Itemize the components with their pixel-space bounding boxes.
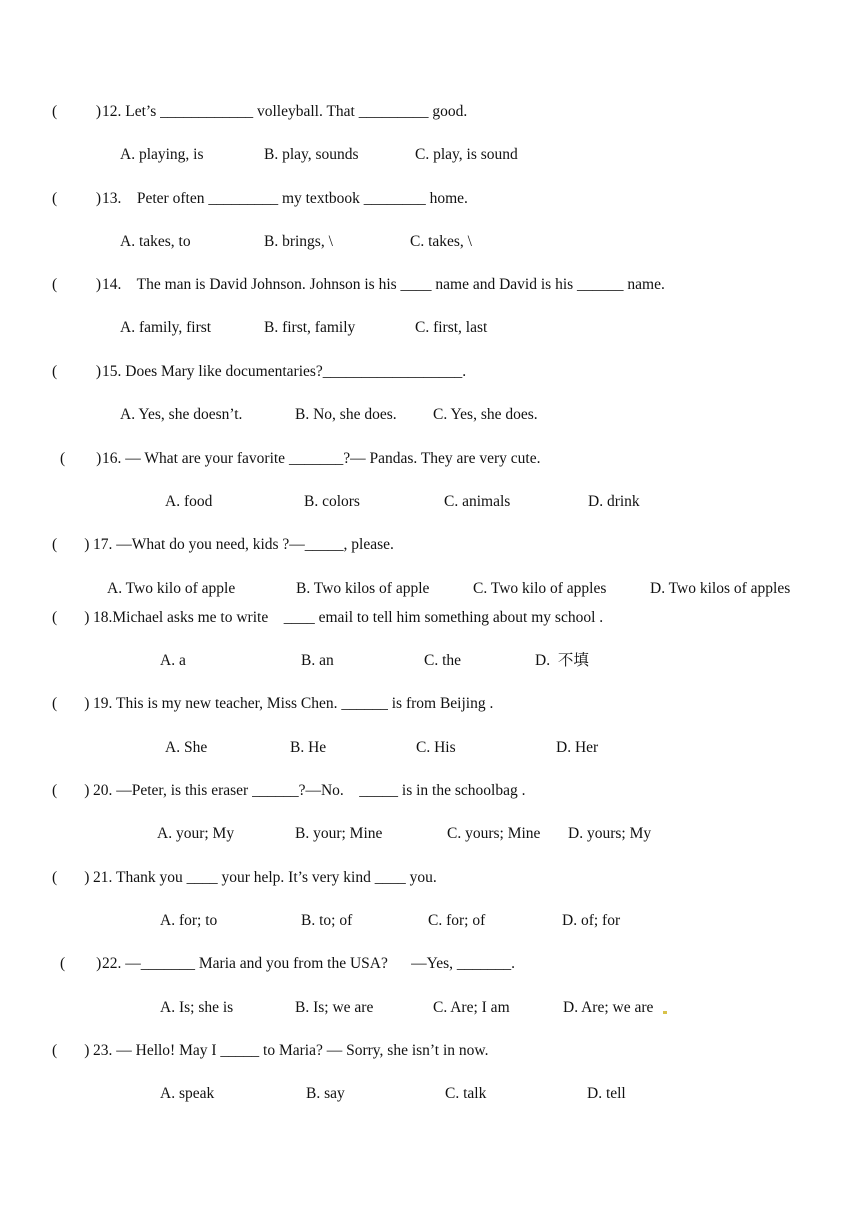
answer-blank-paren[interactable]: ( )	[52, 695, 90, 712]
option-c[interactable]: C. first, last	[415, 319, 488, 336]
option-b[interactable]: B. No, she does.	[295, 406, 397, 423]
option-c[interactable]: C. yours; Mine	[447, 825, 541, 842]
option-a[interactable]: A. family, first	[120, 319, 212, 336]
answer-blank-paren[interactable]: ( )	[52, 869, 90, 886]
option-c[interactable]: C. Yes, she does.	[433, 406, 538, 423]
answer-blank-paren[interactable]: ( )	[52, 536, 90, 553]
answer-blank-paren[interactable]: ( )	[52, 782, 90, 799]
option-c[interactable]: C. Two kilo of apples	[473, 580, 607, 597]
option-a[interactable]: A. Is; she is	[160, 999, 234, 1016]
highlight-mark	[663, 1011, 667, 1014]
option-a[interactable]: A. Yes, she doesn’t.	[120, 406, 243, 423]
option-d[interactable]: D. yours; My	[568, 825, 652, 842]
option-d[interactable]: D. of; for	[562, 912, 621, 929]
option-b[interactable]: B. colors	[304, 493, 360, 510]
option-b[interactable]: B. Two kilos of apple	[296, 580, 430, 597]
answer-blank-paren[interactable]: ( )	[60, 450, 102, 467]
option-c[interactable]: C. His	[416, 739, 456, 756]
answer-blank-paren[interactable]: ( )	[52, 609, 90, 626]
option-d[interactable]: D. tell	[587, 1085, 626, 1102]
option-a[interactable]: A. your; My	[157, 825, 235, 842]
option-d[interactable]: D. Two kilos of apples	[650, 580, 791, 597]
option-a[interactable]: A. takes, to	[120, 233, 191, 250]
question-stem: 21. Thank you ____ your help. It’s very kind ____ you.	[93, 869, 437, 886]
question-stem: 22. —_______ Maria and you from the USA? —Yes, _______.	[102, 955, 516, 972]
option-a[interactable]: A. food	[165, 493, 213, 510]
question-stem: 20. —Peter, is this eraser ______?—No. _____ is in the schoolbag .	[93, 782, 526, 799]
answer-blank-paren[interactable]: ( )	[52, 1042, 90, 1059]
question-stem: 12. Let’s ____________ volleyball. That _________ good.	[102, 103, 468, 120]
question-stem: 18.Michael asks me to write ____ email to tell him something about my school .	[93, 609, 604, 626]
option-b[interactable]: B. to; of	[301, 912, 353, 929]
option-b[interactable]: B. He	[290, 739, 327, 756]
answer-blank-paren[interactable]: ( )	[52, 190, 102, 207]
question-stem: 19. This is my new teacher, Miss Chen. ______ is from Beijing .	[93, 695, 494, 712]
option-b[interactable]: B. an	[301, 652, 334, 669]
option-c[interactable]: C. takes, \	[410, 233, 472, 250]
option-a[interactable]: A. playing, is	[120, 146, 204, 163]
option-b[interactable]: B. your; Mine	[295, 825, 383, 842]
option-d[interactable]: D. 不填	[535, 652, 589, 669]
answer-blank-paren[interactable]: ( )	[52, 103, 102, 120]
question-stem: 15. Does Mary like documentaries?__________________.	[102, 363, 467, 380]
answer-blank-paren[interactable]: ( )	[60, 955, 102, 972]
option-a[interactable]: A. She	[165, 739, 208, 756]
question-stem: 14. The man is David Johnson. Johnson is his ____ name and David is his ______ name.	[102, 276, 665, 293]
option-d[interactable]: D. Her	[556, 739, 599, 756]
answer-blank-paren[interactable]: ( )	[52, 276, 102, 293]
option-d[interactable]: D. drink	[588, 493, 640, 510]
option-a[interactable]: A. speak	[160, 1085, 215, 1102]
option-c[interactable]: C. animals	[444, 493, 511, 510]
option-a[interactable]: A. Two kilo of apple	[107, 580, 236, 597]
option-c[interactable]: C. talk	[445, 1085, 487, 1102]
option-b[interactable]: B. brings, \	[264, 233, 333, 250]
option-c[interactable]: C. play, is sound	[415, 146, 518, 163]
option-b[interactable]: B. first, family	[264, 319, 356, 336]
option-a[interactable]: A. a	[160, 652, 186, 669]
option-c[interactable]: C. Are; I am	[433, 999, 510, 1016]
option-d[interactable]: D. Are; we are	[563, 999, 654, 1016]
option-b[interactable]: B. Is; we are	[295, 999, 374, 1016]
question-stem: 23. — Hello! May I _____ to Maria? — Sorry, she isn’t in now.	[93, 1042, 489, 1059]
question-stem: 16. — What are your favorite _______?— Pandas. They are very cute.	[102, 450, 541, 467]
question-stem: 17. —What do you need, kids ?—_____, please.	[93, 536, 394, 553]
option-c[interactable]: C. the	[424, 652, 462, 669]
option-b[interactable]: B. say	[306, 1085, 345, 1102]
option-a[interactable]: A. for; to	[160, 912, 218, 929]
option-c[interactable]: C. for; of	[428, 912, 486, 929]
question-stem: 13. Peter often _________ my textbook ________ home.	[102, 190, 468, 207]
option-b[interactable]: B. play, sounds	[264, 146, 359, 163]
answer-blank-paren[interactable]: ( )	[52, 363, 102, 380]
